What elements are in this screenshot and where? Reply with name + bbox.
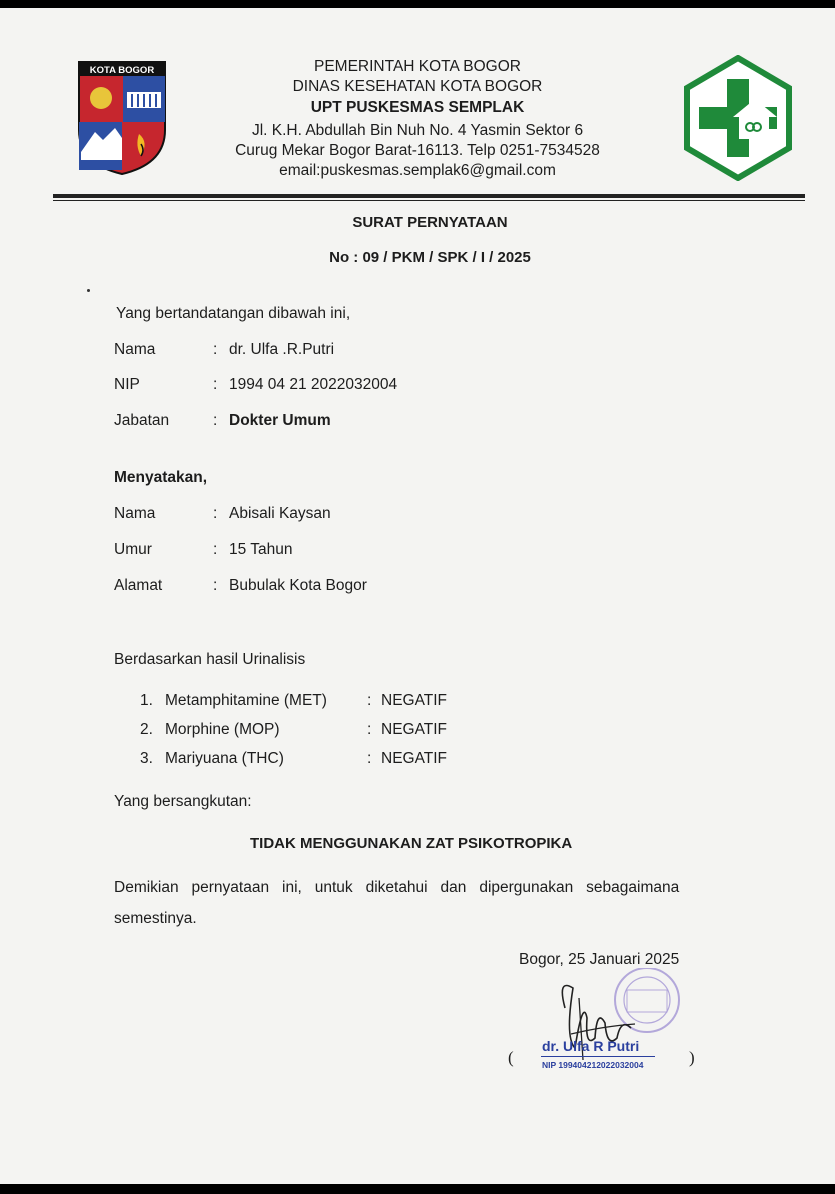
conclusion-text: TIDAK MENGGUNAKAN ZAT PSIKOTROPIKA — [250, 835, 573, 852]
separator: : — [213, 412, 218, 429]
header-government: PEMERINTAH KOTA BOGOR — [314, 58, 521, 75]
separator: : — [213, 541, 218, 558]
declares-heading: Menyatakan, — [114, 469, 208, 486]
header-rule-thick — [53, 194, 805, 198]
document-title: SURAT PERNYATAAN — [352, 214, 508, 231]
separator: : — [367, 750, 372, 767]
signer-name-value: dr. Ulfa .R.Putri — [229, 341, 335, 358]
header-rule-thin — [53, 200, 805, 201]
signer-nip-value: 1994 04 21 2022032004 — [229, 376, 398, 393]
test-result: NEGATIF — [381, 750, 448, 767]
signer-signature-nip: NIP 199404212022032004 — [542, 1060, 644, 1070]
puskesmas-logo-icon — [683, 55, 793, 181]
closing-line-1: Demikian pernyataan ini, untuk diketahui dan dipergunakan sebagaimana — [114, 879, 680, 896]
test-result: NEGATIF — [381, 721, 448, 738]
closing-line-2: semestinya. — [114, 910, 197, 927]
separator: : — [213, 376, 218, 393]
separator: : — [213, 341, 218, 358]
header-email: email:puskesmas.semplak6@gmail.com — [279, 162, 556, 179]
subject-name-label: Nama — [114, 505, 156, 522]
signer-position-value: Dokter Umum — [229, 412, 331, 429]
basis-text: Berdasarkan hasil Urinalisis — [114, 651, 306, 668]
test-name: Metamphitamine (MET) — [165, 692, 327, 709]
test-result: NEGATIF — [381, 692, 448, 709]
official-stamp-icon — [535, 968, 705, 1088]
separator: : — [213, 505, 218, 522]
subject-address-label: Alamat — [114, 577, 163, 594]
separator: : — [213, 577, 218, 594]
test-number: 1. — [140, 692, 153, 709]
signer-position-label: Jabatan — [114, 412, 170, 429]
concerned-text: Yang bersangkutan: — [114, 793, 252, 810]
document-page — [0, 8, 835, 1184]
test-name: Mariyuana (THC) — [165, 750, 284, 767]
separator: : — [367, 721, 372, 738]
test-number: 3. — [140, 750, 153, 767]
signature-underline — [541, 1056, 655, 1057]
paren-close: ) — [689, 1048, 695, 1067]
subject-address-value: Bubulak Kota Bogor — [229, 577, 367, 594]
signer-signature-name: dr. Ulfa R Putri — [542, 1038, 640, 1054]
test-name: Morphine (MOP) — [165, 721, 280, 738]
subject-age-value: 15 Tahun — [229, 541, 293, 558]
header-city-phone: Curug Mekar Bogor Barat-16113. Telp 0251-7534528 — [235, 142, 600, 159]
signer-nip-label: NIP — [114, 376, 140, 393]
signature-area — [535, 968, 705, 1088]
signer-name-label: Nama — [114, 341, 156, 358]
header-address: Jl. K.H. Abdullah Bin Nuh No. 4 Yasmin Sektor 6 — [251, 122, 584, 139]
place-date: Bogor, 25 Januari 2025 — [519, 951, 680, 968]
header-department: DINAS KESEHATAN KOTA BOGOR — [292, 78, 543, 95]
subject-age-label: Umur — [114, 541, 152, 558]
intro-text: Yang bertandatangan dibawah ini, — [116, 305, 351, 322]
paren-open: ( — [508, 1048, 514, 1067]
document-number: No : 09 / PKM / SPK / I / 2025 — [329, 249, 531, 266]
header-unit: UPT PUSKESMAS SEMPLAK — [310, 99, 525, 116]
scan-speck — [87, 289, 90, 292]
separator: : — [367, 692, 372, 709]
subject-name-value: Abisali Kaysan — [229, 505, 331, 522]
test-number: 2. — [140, 721, 153, 738]
svg-text:KOTA BOGOR: KOTA BOGOR — [89, 65, 155, 76]
